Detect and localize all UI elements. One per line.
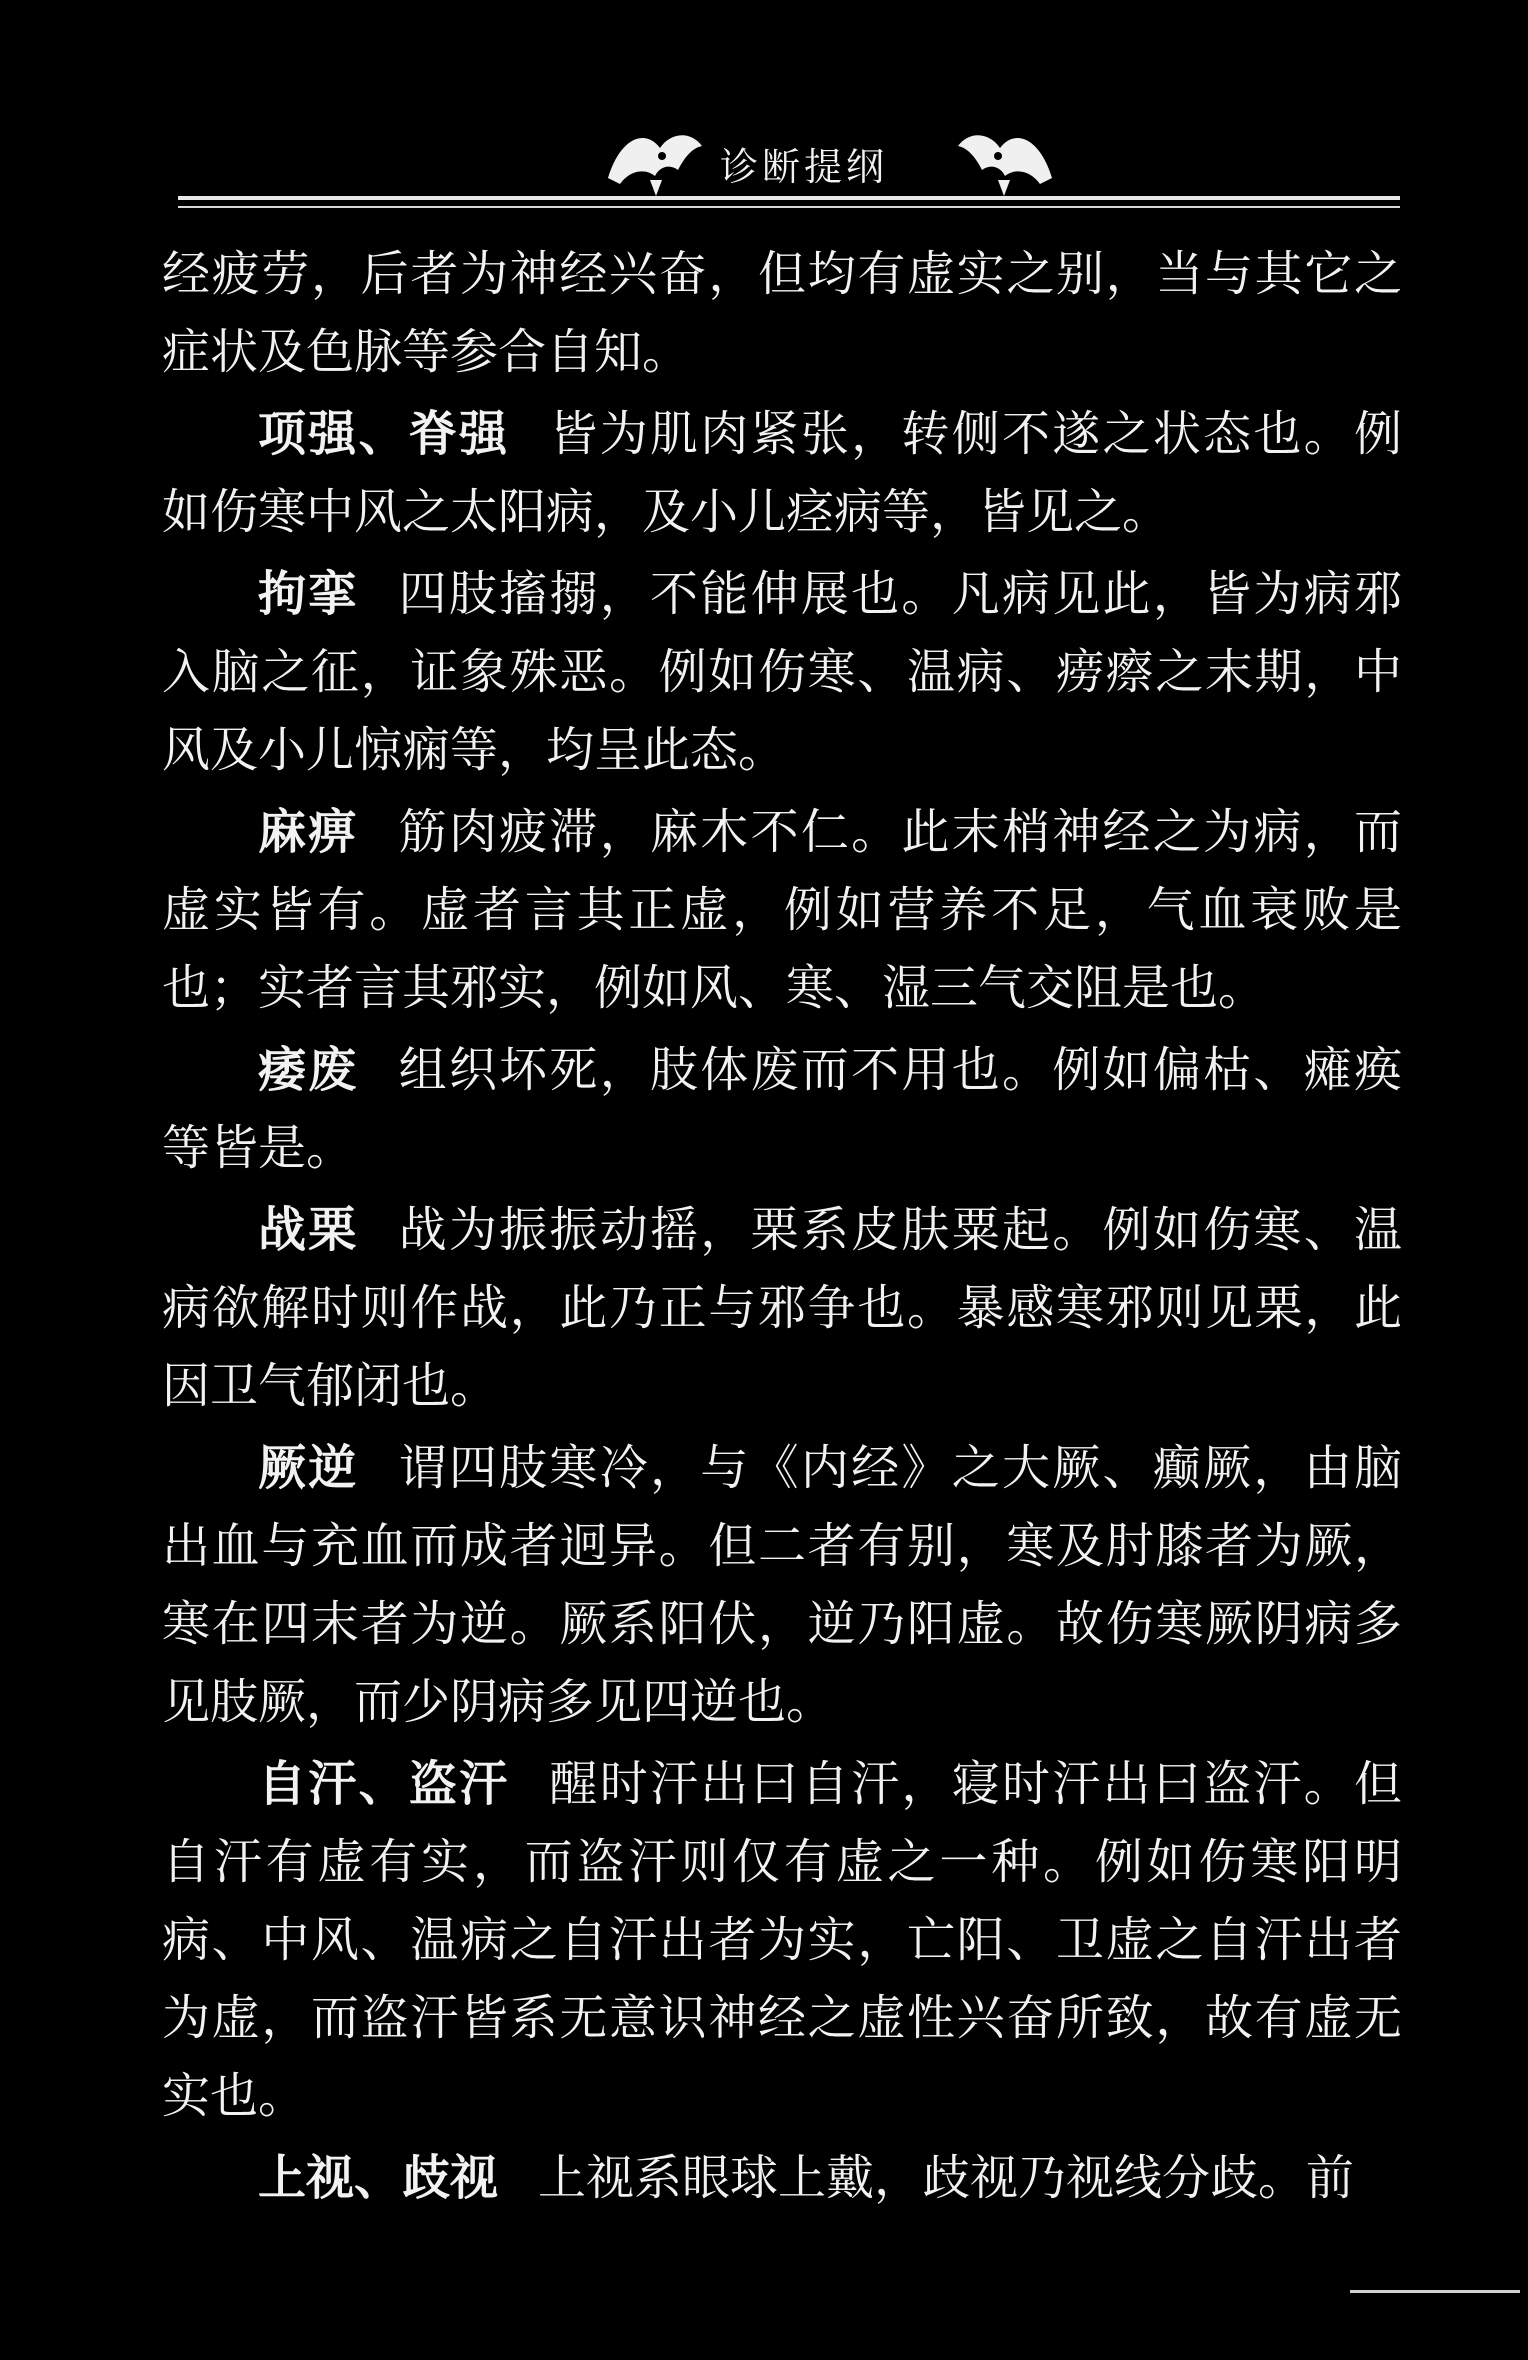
entry-text: 醒时汗出曰自汗，寝时汗出曰盗汗。但自汗有虚有实，而盗汗则仅有虚之一种。例如伤寒阳明病、中风、温病之自汗出者为实，亡阳、卫虚之自汗出者为虚，而盗汗皆系无意识神经之虚性兴奋所致，故有虚无实也。: [162, 1756, 1402, 2124]
header-title: 诊断提纲: [720, 145, 889, 189]
running-header: [0, 118, 1528, 198]
entry-term: 厥逆: [258, 1440, 359, 1496]
paragraph-entry: [162, 1429, 1402, 1741]
entry-text: 战为振振动摇，栗系皮肤粟起。例如伤寒、温病欲解时则作战，此乃正与邪争也。暴感寒邪则见栗，此因卫气郁闭也。: [162, 1202, 1402, 1414]
entry-term: 项强、脊强: [258, 406, 510, 462]
paragraph-continuation: [162, 235, 1402, 391]
entry-term: 战栗: [258, 1202, 359, 1258]
ornament-right-icon: [950, 118, 1060, 198]
page-body: [162, 235, 1402, 2221]
ornament-left-icon: [600, 118, 710, 198]
paragraph-entry: [162, 793, 1402, 1027]
header-rule-thin: [178, 206, 1400, 208]
paragraph-text: 经疲劳，后者为神经兴奋，但均有虚实之别，当与其它之症状及色脉等参合自知。: [162, 246, 1402, 380]
entry-text: 上视系眼球上戴，歧视乃视线分歧。前: [538, 2150, 1355, 2206]
entry-text: 四肢搐搦，不能伸展也。凡病见此，皆为病邪入脑之征，证象殊恶。例如伤寒、温病、痨瘵之末期，中风及小儿惊痫等，均呈此态。: [162, 566, 1402, 778]
entry-term: 痿废: [258, 1042, 359, 1098]
header-rule-thick: [178, 196, 1400, 200]
paragraph-entry: [162, 1191, 1402, 1425]
entry-term: 自汗、盗汗: [258, 1756, 510, 1812]
paragraph-entry: [162, 1745, 1402, 2135]
entry-text: 组织坏死，肢体废而不用也。例如偏枯、瘫痪等皆是。: [162, 1042, 1402, 1176]
footer-rule: [1350, 2290, 1520, 2293]
paragraph-entry: [162, 395, 1402, 551]
paragraph-entry: [162, 1031, 1402, 1187]
entry-text: 皆为肌肉紧张，转侧不遂之状态也。例如伤寒中风之太阳病，及小儿痉病等，皆见之。: [162, 406, 1402, 540]
entry-term: 拘挛: [258, 566, 359, 622]
entry-term: 上视、歧视: [258, 2150, 499, 2206]
entry-text: 筋肉疲滞，麻木不仁。此末梢神经之为病，而虚实皆有。虚者言其正虚，例如营养不足，气血衰败是也；实者言其邪实，例如风、寒、湿三气交阻是也。: [162, 804, 1402, 1016]
entry-term: 麻痹: [258, 804, 359, 860]
entry-text: 谓四肢寒冷，与《内经》之大厥、癫厥，由脑出血与充血而成者迥异。但二者有别，寒及肘膝者为厥，寒在四末者为逆。厥系阳伏，逆乃阳虚。故伤寒厥阴病多见肢厥，而少阴病多见四逆也。: [162, 1440, 1402, 1730]
paragraph-entry: [162, 2139, 1402, 2217]
paragraph-entry: [162, 555, 1402, 789]
